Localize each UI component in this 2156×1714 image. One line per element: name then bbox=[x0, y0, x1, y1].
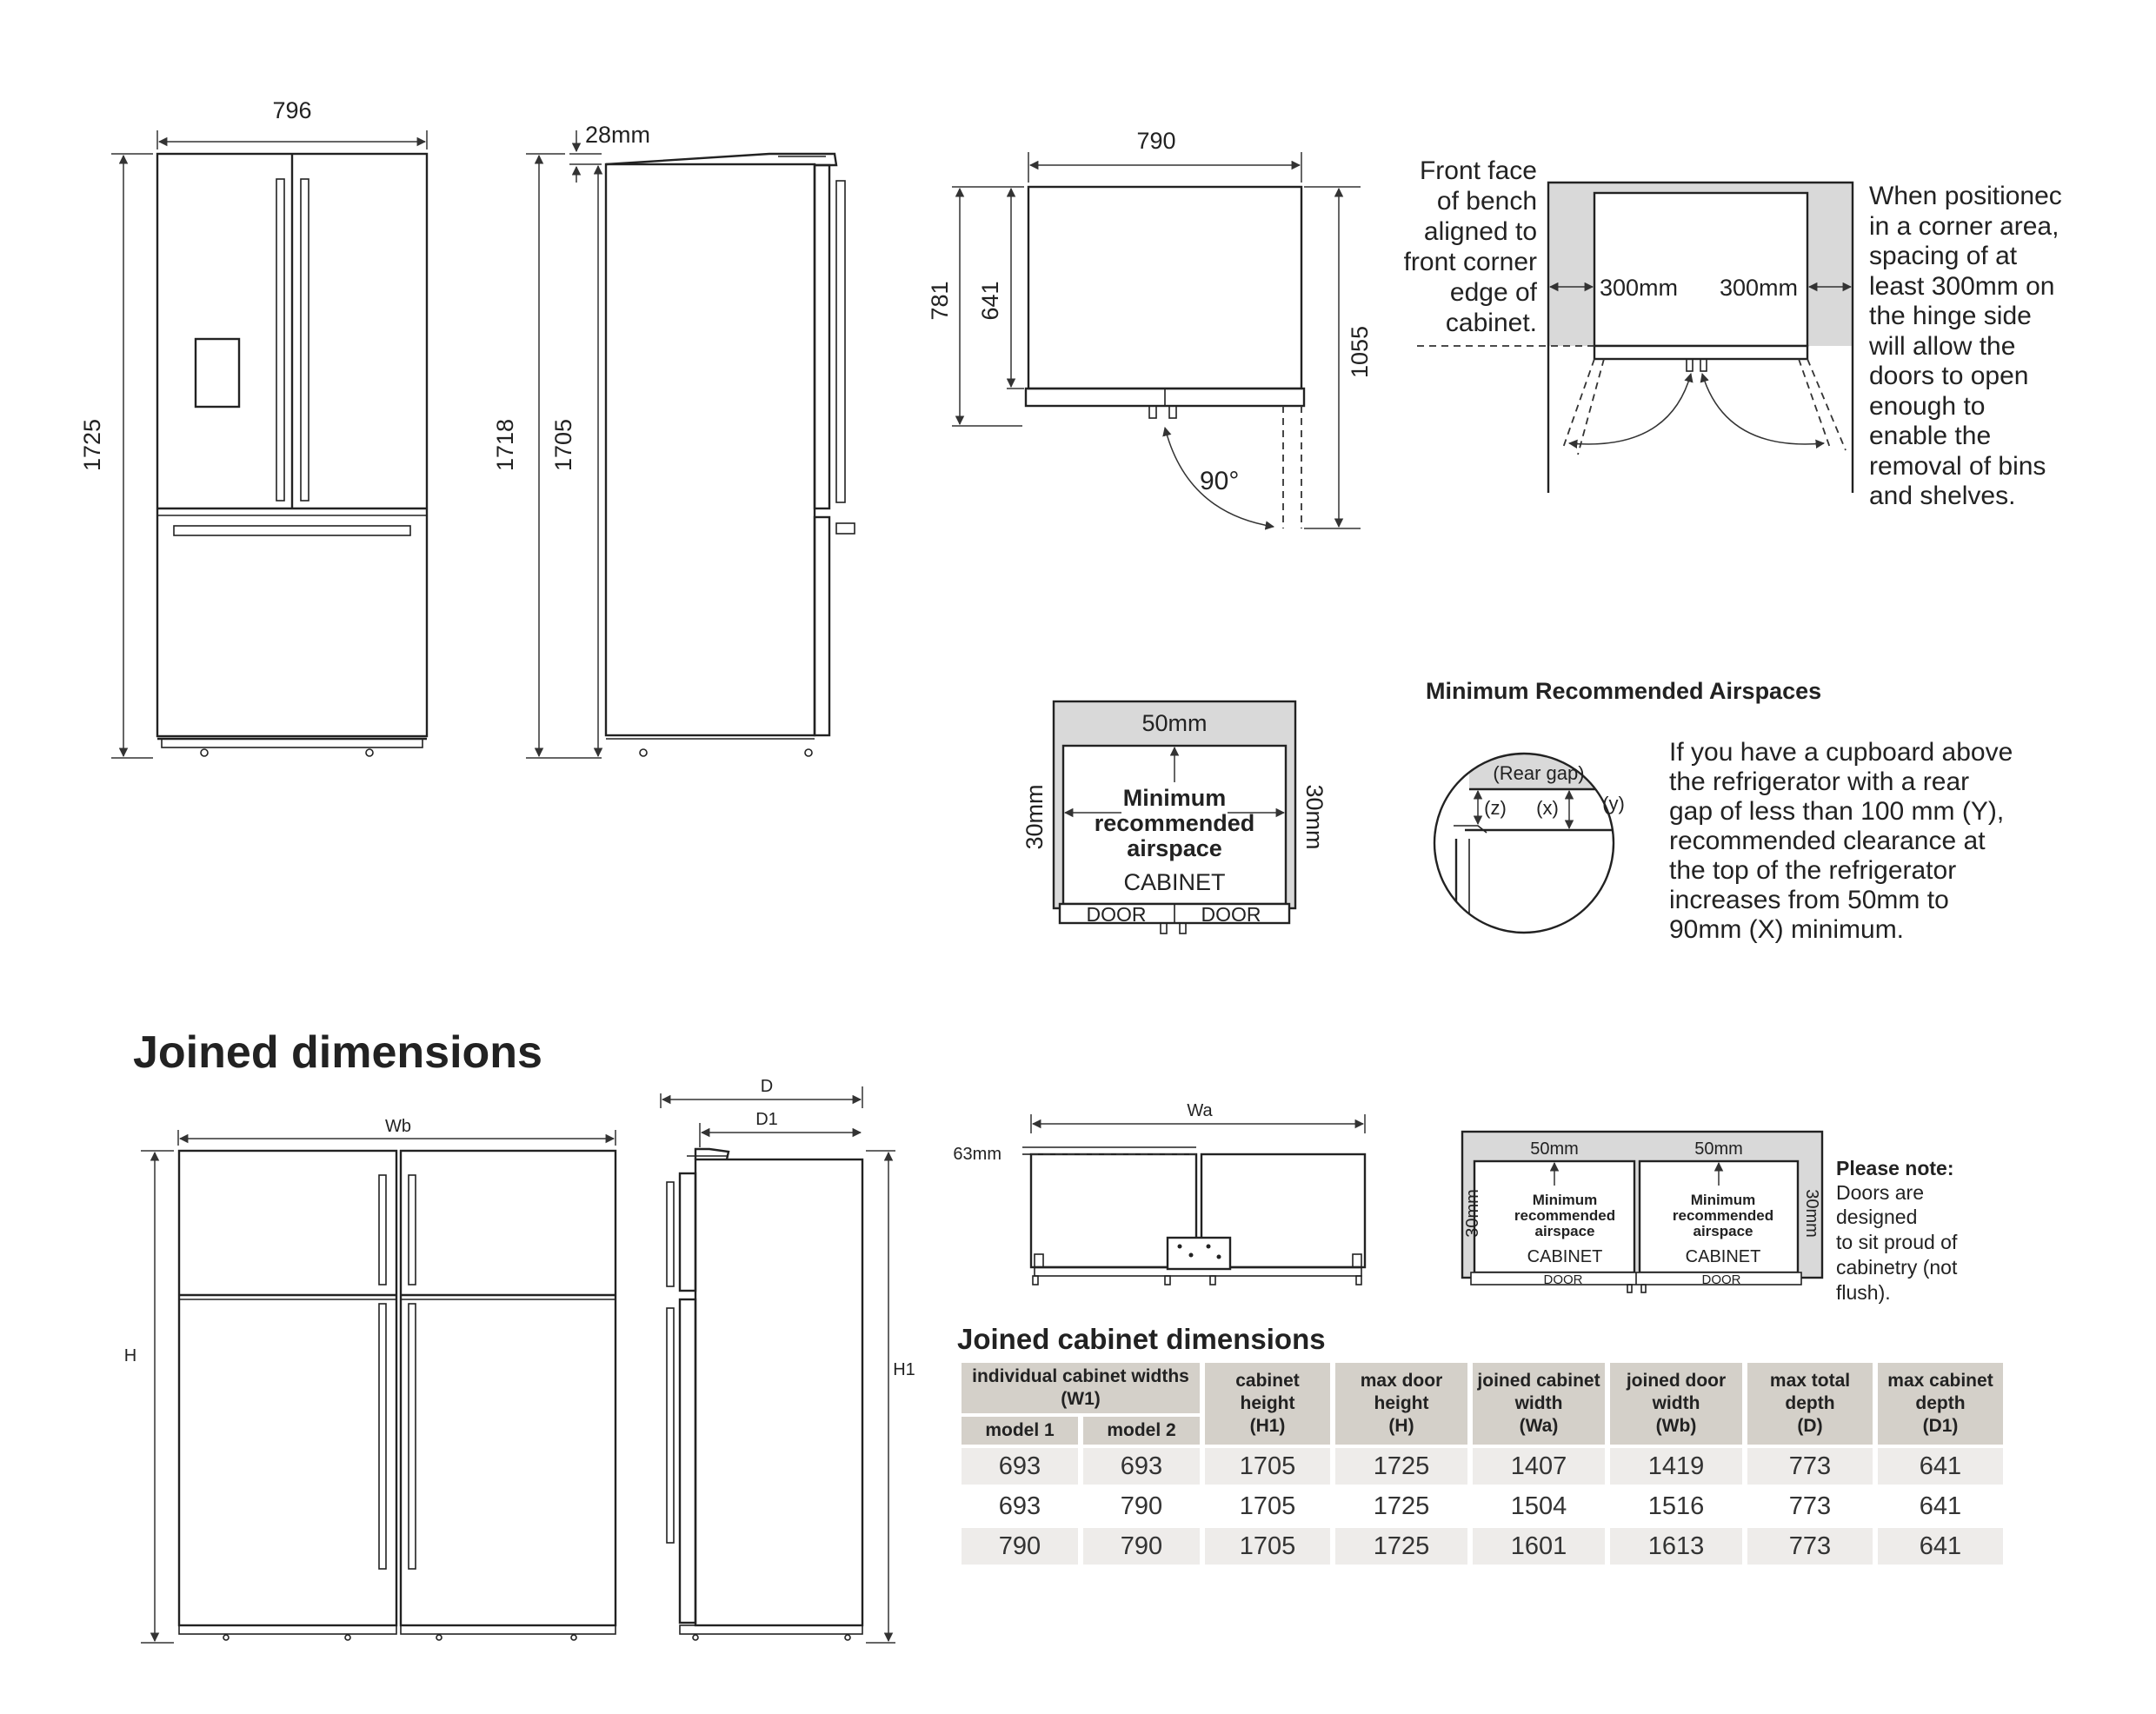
cell: 641 bbox=[1878, 1528, 2003, 1565]
svg-text:spacing of at: spacing of at bbox=[1869, 242, 2018, 270]
svg-text:to sit proud of: to sit proud of bbox=[1836, 1231, 1958, 1253]
corner-left-gap-label: 300mm bbox=[1600, 275, 1679, 301]
header-max-door-height: max door height (H) bbox=[1335, 1363, 1467, 1445]
joined-front-view bbox=[141, 1130, 616, 1643]
joined-h-label: H bbox=[123, 1346, 137, 1365]
svg-text:in a corner area,: in a corner area, bbox=[1869, 212, 2060, 241]
cell: 773 bbox=[1747, 1488, 1873, 1525]
cell: 1504 bbox=[1473, 1488, 1605, 1525]
joined-h1-label: H1 bbox=[893, 1360, 915, 1379]
svg-text:will allow the: will allow the bbox=[1869, 332, 2016, 361]
svg-text:doors to open: doors to open bbox=[1869, 362, 2029, 390]
cell: 693 bbox=[962, 1448, 1078, 1485]
joined-title: Joined dimensions bbox=[133, 1027, 542, 1078]
header-joined-cabinet-width: joined cabinet width (Wa) bbox=[1473, 1363, 1605, 1445]
side-gap-label: 28mm bbox=[585, 122, 651, 148]
svg-text:of bench: of bench bbox=[1436, 187, 1537, 216]
svg-text:recommended: recommended bbox=[1672, 1207, 1774, 1224]
joined-airspace-right: 30mm bbox=[1802, 1189, 1821, 1238]
joined-cabinet-right: CABINET bbox=[1685, 1247, 1761, 1266]
svg-text:When positionec: When positionec bbox=[1869, 182, 2062, 210]
joined-wa-label: Wa bbox=[1187, 1101, 1213, 1120]
door-angle-label: 90° bbox=[1200, 467, 1240, 495]
airspace-section-title: Minimum Recommended Airspaces bbox=[1426, 678, 1822, 704]
joined-door-left: DOOR bbox=[1543, 1272, 1583, 1287]
cell: 1725 bbox=[1335, 1448, 1467, 1485]
joined-cabinet-table bbox=[956, 1359, 2008, 1568]
cell: 1705 bbox=[1205, 1448, 1330, 1485]
svg-text:flush).: flush). bbox=[1836, 1281, 1891, 1304]
front-view-fridge bbox=[111, 130, 427, 758]
table-row bbox=[962, 1448, 2003, 1485]
joined-airspace-left: 30mm bbox=[1463, 1189, 1482, 1238]
header-cabinet-height: cabinet height (H1) bbox=[1205, 1363, 1330, 1445]
airspace-door-left: DOOR bbox=[1086, 903, 1147, 926]
cell: 773 bbox=[1747, 1448, 1873, 1485]
header-joined-door-width: joined door width (Wb) bbox=[1610, 1363, 1742, 1445]
joined-d1-label: D1 bbox=[755, 1110, 778, 1129]
cell: 773 bbox=[1747, 1528, 1873, 1565]
corner-note bbox=[1868, 182, 2062, 510]
cell: 1613 bbox=[1610, 1528, 1742, 1565]
header-max-cabinet-depth: max cabinet depth (D1) bbox=[1878, 1363, 2003, 1445]
svg-text:the top of the refrigerator: the top of the refrigerator bbox=[1669, 856, 1957, 885]
top-depth-cabinet-label: 641 bbox=[977, 281, 1003, 321]
cell: 693 bbox=[962, 1488, 1078, 1525]
svg-text:increases from 50mm to: increases from 50mm to bbox=[1669, 886, 1949, 914]
header-individual-widths: individual cabinet widths (W1) bbox=[962, 1363, 1200, 1413]
cell: 1725 bbox=[1335, 1488, 1467, 1525]
joined-side-view bbox=[661, 1086, 895, 1643]
svg-text:aligned to: aligned to bbox=[1423, 217, 1537, 246]
joined-airspace-top-left: 50mm bbox=[1530, 1139, 1579, 1159]
cell: 1705 bbox=[1205, 1528, 1330, 1565]
header-max-total-depth: max total depth (D) bbox=[1747, 1363, 1873, 1445]
airspace-text-2: recommended bbox=[1094, 810, 1255, 836]
svg-text:the hinge side: the hinge side bbox=[1869, 302, 2032, 330]
svg-text:Minimum: Minimum bbox=[1690, 1192, 1756, 1208]
svg-text:recommended clearance at: recommended clearance at bbox=[1669, 827, 1986, 855]
x-label: (x) bbox=[1536, 797, 1559, 819]
rear-gap-label: (Rear gap) bbox=[1493, 762, 1585, 784]
side-height-total-label: 1718 bbox=[492, 418, 518, 472]
svg-text:If you have a cupboard above: If you have a cupboard above bbox=[1669, 738, 2013, 767]
top-door-open-label: 1055 bbox=[1347, 325, 1373, 379]
cell: 1407 bbox=[1473, 1448, 1605, 1485]
table-title: Joined cabinet dimensions bbox=[957, 1323, 1326, 1355]
water-dispenser-icon bbox=[196, 339, 239, 407]
cell: 1725 bbox=[1335, 1528, 1467, 1565]
svg-text:cabinetry (not: cabinetry (not bbox=[1836, 1256, 1958, 1279]
svg-text:front corner: front corner bbox=[1403, 248, 1537, 276]
svg-text:the refrigerator with a rear: the refrigerator with a rear bbox=[1669, 767, 1970, 796]
svg-text:Front face: Front face bbox=[1419, 156, 1537, 185]
bench-note bbox=[1404, 156, 1538, 337]
svg-text:enough to: enough to bbox=[1869, 392, 1986, 421]
svg-text:removal of bins: removal of bins bbox=[1869, 452, 2046, 481]
cell: 790 bbox=[1083, 1488, 1200, 1525]
airspace-door-right: DOOR bbox=[1201, 903, 1261, 926]
header-model-2: model 2 bbox=[1083, 1417, 1200, 1445]
front-height-label: 1725 bbox=[79, 418, 105, 472]
airspace-text-3: airspace bbox=[1127, 835, 1222, 861]
svg-text:airspace: airspace bbox=[1534, 1223, 1595, 1239]
svg-text:cabinet.: cabinet. bbox=[1445, 309, 1537, 337]
joined-door-right: DOOR bbox=[1701, 1272, 1741, 1287]
joined-top-view bbox=[1022, 1114, 1365, 1285]
table-row bbox=[962, 1528, 2003, 1565]
airspace-right-label: 30mm bbox=[1301, 784, 1328, 850]
airspace-left-label: 30mm bbox=[1021, 784, 1048, 850]
joined-d-label: D bbox=[760, 1077, 774, 1096]
joined-wb-label: Wb bbox=[385, 1117, 411, 1136]
svg-text:recommended: recommended bbox=[1514, 1207, 1616, 1224]
cell: 1601 bbox=[1473, 1528, 1605, 1565]
corner-right-gap-label: 300mm bbox=[1719, 275, 1798, 301]
cell: 1705 bbox=[1205, 1488, 1330, 1525]
y-label: (y) bbox=[1602, 793, 1625, 814]
airspace-top-label: 50mm bbox=[1141, 710, 1208, 736]
airspace-cabinet-label: CABINET bbox=[1123, 869, 1226, 895]
header-model-1: model 1 bbox=[962, 1417, 1078, 1445]
joined-gap-label: 63mm bbox=[953, 1145, 1001, 1164]
svg-text:and shelves.: and shelves. bbox=[1869, 482, 2016, 510]
cell: 1419 bbox=[1610, 1448, 1742, 1485]
svg-text:enable the: enable the bbox=[1869, 422, 1992, 450]
table-row bbox=[962, 1488, 2003, 1525]
svg-text:Doors are: Doors are bbox=[1836, 1181, 1924, 1204]
svg-text:90mm (X) minimum.: 90mm (X) minimum. bbox=[1669, 915, 1905, 944]
top-width-label: 790 bbox=[1136, 128, 1176, 154]
joined-cabinet-left: CABINET bbox=[1527, 1247, 1603, 1266]
top-view-fridge bbox=[952, 152, 1361, 528]
svg-text:gap of less than 100 mm (Y),: gap of less than 100 mm (Y), bbox=[1669, 797, 2005, 826]
airspace-note bbox=[1669, 738, 2013, 944]
z-label: (z) bbox=[1484, 797, 1507, 819]
front-width-label: 796 bbox=[272, 97, 312, 123]
top-depth-total-label: 781 bbox=[927, 281, 953, 321]
svg-text:airspace: airspace bbox=[1693, 1223, 1753, 1239]
svg-text:least 300mm on: least 300mm on bbox=[1869, 272, 2055, 301]
cell: 641 bbox=[1878, 1448, 2003, 1485]
cell: 693 bbox=[1083, 1448, 1200, 1485]
please-note-title: Please note: bbox=[1836, 1157, 1954, 1179]
svg-text:designed: designed bbox=[1836, 1206, 1918, 1228]
joined-airspace-top-right: 50mm bbox=[1694, 1139, 1743, 1159]
cell: 790 bbox=[1083, 1528, 1200, 1565]
cell: 790 bbox=[962, 1528, 1078, 1565]
airspace-text-1: Minimum bbox=[1122, 785, 1227, 811]
cell: 1516 bbox=[1610, 1488, 1742, 1525]
side-height-cabinet-label: 1705 bbox=[550, 418, 576, 472]
svg-text:edge of: edge of bbox=[1449, 278, 1537, 307]
please-note-text bbox=[1836, 1181, 1958, 1304]
svg-text:Minimum: Minimum bbox=[1532, 1192, 1598, 1208]
cell: 641 bbox=[1878, 1488, 2003, 1525]
